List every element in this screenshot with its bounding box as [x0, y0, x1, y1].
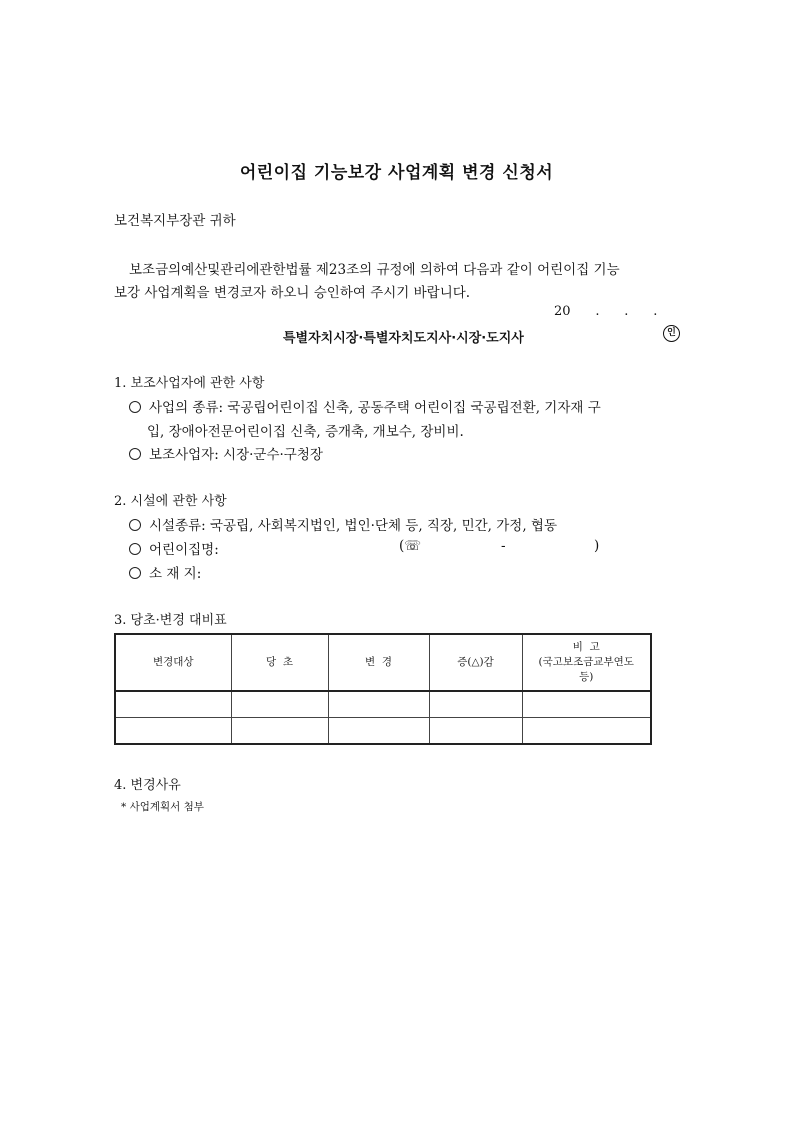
- remarks-line-2: (국고보조금교부연도: [538, 656, 634, 668]
- section-2-item-1: [129, 514, 557, 534]
- date-line: 20 . . .: [554, 304, 658, 319]
- section-4-heading: 4. 변경사유: [114, 778, 181, 793]
- table-row: [115, 691, 651, 718]
- section-1-heading: 1. 보조사업자에 관한 사항: [114, 376, 265, 391]
- table-cell[interactable]: [115, 718, 231, 745]
- section-2-heading: 2. 시설에 관한 사항: [114, 494, 227, 509]
- seal-mark: 인: [663, 325, 680, 342]
- document-title: 어린이집 기능보강 사업계획 변경 신청서: [239, 163, 554, 183]
- comparison-table: [114, 633, 652, 745]
- table-row: [115, 718, 651, 745]
- section-1-item-1-continued: 입, 장애아전문어린이집 신축, 증개축, 개보수, 장비비.: [147, 424, 464, 440]
- col-header-remarks: [522, 634, 651, 691]
- daycare-name-label: 어린이집명:: [149, 542, 219, 558]
- section-3-heading: 3. 당초·변경 대비표: [114, 613, 227, 628]
- remarks-line-3: 등): [579, 671, 594, 683]
- col-header-target: 변경대상: [115, 634, 231, 691]
- table-cell[interactable]: [429, 718, 522, 745]
- location-label: 소 재 지:: [149, 566, 202, 582]
- table-cell[interactable]: [328, 718, 429, 745]
- table-cell[interactable]: [522, 691, 651, 718]
- circle-bullet-icon: [129, 448, 141, 460]
- remarks-line-1: 비 고: [572, 641, 600, 653]
- circle-bullet-icon: [129, 543, 141, 555]
- section-1-item-1: [129, 396, 601, 416]
- subsidy-operator-text: 보조사업자: 시장·군수·구청장: [149, 447, 323, 463]
- table-cell[interactable]: [328, 691, 429, 718]
- facility-type-text: 시설종류: 국공립, 사회복지법인, 법인·단체 등, 직장, 민간, 가정, 협동: [149, 518, 557, 534]
- section-2-item-3: [129, 562, 201, 582]
- body-text-line-1: 보조금의예산및관리에관한법률 제23조의 규정에 의하여 다음과 같이 어린이집 기능: [129, 262, 620, 278]
- phone-open: (☏: [399, 538, 422, 554]
- circle-bullet-icon: [129, 401, 141, 413]
- circle-bullet-icon: [129, 519, 141, 531]
- circle-bullet-icon: [129, 567, 141, 579]
- section-1-item-2: [129, 443, 323, 463]
- col-header-difference: 증(△)감: [429, 634, 522, 691]
- table-header-row: [115, 634, 651, 691]
- business-type-text: 사업의 종류: 국공립어린이집 신축, 공동주택 어린이집 국공립전환, 기자재 구: [149, 400, 601, 416]
- table-cell[interactable]: [231, 718, 328, 745]
- recipient: 보건복지부장관 귀하: [114, 213, 236, 229]
- attachment-note: * 사업계획서 첨부: [121, 801, 204, 813]
- section-2-item-2: [129, 538, 219, 558]
- table-cell[interactable]: [115, 691, 231, 718]
- phone-close: ): [594, 538, 600, 554]
- table-cell[interactable]: [429, 691, 522, 718]
- table-cell[interactable]: [231, 691, 328, 718]
- applicant-title: 특별자치시장·특별자치도지사·시장·도지사: [283, 331, 524, 346]
- col-header-original: 당 초: [231, 634, 328, 691]
- table-cell[interactable]: [522, 718, 651, 745]
- body-text-line-2: 보강 사업계획을 변경코자 하오니 승인하여 주시기 바랍니다.: [114, 285, 471, 301]
- col-header-changed: 변 경: [328, 634, 429, 691]
- phone-dash: -: [501, 538, 506, 554]
